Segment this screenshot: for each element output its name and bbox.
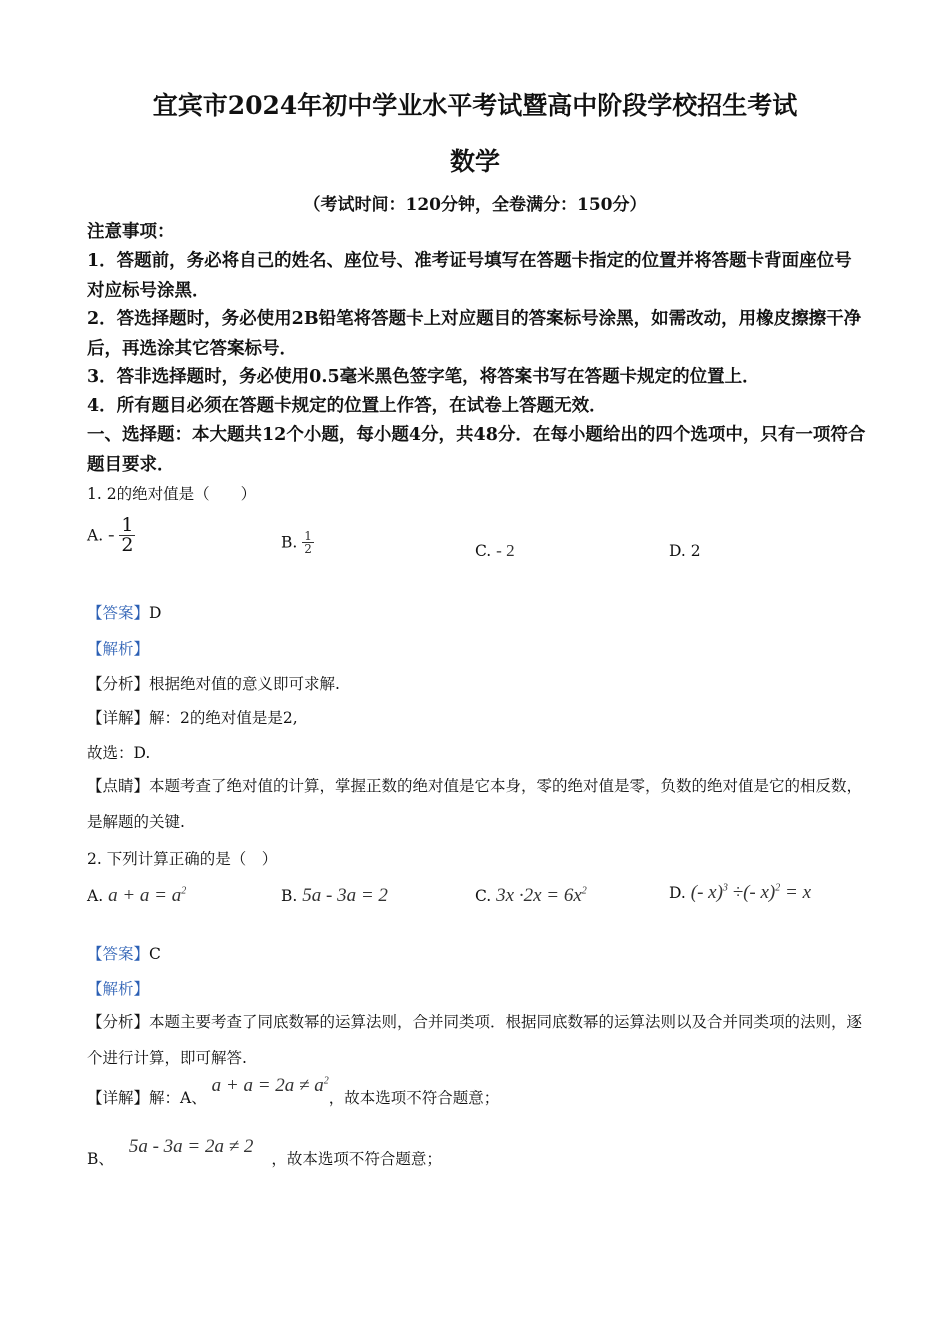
- q1-option-a-sign: -: [108, 524, 115, 546]
- q2-xiangjie-prefix: 解：A、: [149, 1089, 207, 1107]
- notes-item-2: 2．答选择题时，务必使用2B铅笔将答题卡上对应题目的答案标号涂黑，如需改动，用橡皮擦擦干净后，再选涂其它答案标号．: [87, 309, 862, 359]
- q2-option-a-math: [108, 885, 186, 906]
- q2-option-c-exponent: 2: [581, 885, 587, 897]
- q1-option-a-denominator: 2: [121, 534, 134, 556]
- q1-fenxi-text: 根据绝对值的意义即可求解.: [149, 675, 340, 693]
- q1-option-a-label: A.: [87, 526, 104, 545]
- exam-title: 宜宾市2024年初中学业水平考试暨高中阶段学校招生考试: [152, 91, 798, 120]
- q2-xiangjie-a-exponent: 2: [323, 1075, 329, 1087]
- q2-option-c-label: C.: [475, 887, 492, 905]
- q1-analysis-tag: 【解析】: [87, 640, 150, 658]
- q1-option-a-fraction: [119, 516, 135, 555]
- q2-option-d-math: [691, 882, 811, 903]
- q2-option-b-label: B.: [281, 887, 298, 905]
- q2-fenxi-text: 本题主要考查了同底数幂的运算法则，合并同类项．根据同底数幂的运算法则以及合并同类项的法则，逐个进行计算，即可解答.: [87, 1013, 863, 1067]
- q1-dianjing-text: 本题考查了绝对值的计算，掌握正数的绝对值是它本身，零的绝对值是零，负数的绝对值是它的相反数，是解题的关键.: [87, 777, 863, 831]
- q1-option-b-numerator: 1: [304, 529, 312, 543]
- notes-item-4: 4．所有题目必须在答题卡规定的位置上作答，在试卷上答题无效．: [87, 396, 607, 416]
- q1-xiangjie-tag: 【详解】: [87, 709, 150, 727]
- q1-option-b-fraction: [302, 530, 314, 555]
- q1-option-c-math: - 2: [496, 541, 515, 560]
- q1-option-c-label: C.: [475, 542, 492, 560]
- q2-option-d-exponent-1: 3: [722, 882, 728, 894]
- q2-fenxi-tag: 【分析】: [87, 1013, 150, 1031]
- q2-fenxi: [87, 1004, 867, 1076]
- q2-option-a-expr: a + a = a: [108, 885, 182, 906]
- q1-option-b-denominator: 2: [304, 542, 312, 556]
- q1-answer-tag: 【答案】: [87, 604, 150, 622]
- q2-option-d: [669, 882, 811, 904]
- q2-analysis-tag: 【解析】: [87, 980, 150, 998]
- q2-option-d-part-2: ÷(- x): [727, 882, 776, 903]
- q2-xiangjie-a-suffix: ，故本选项不符合题意；: [328, 1089, 500, 1107]
- notes-heading: 注意事项：: [87, 222, 175, 242]
- q2-option-d-part-3: = x: [780, 882, 812, 903]
- q2-option-b: [281, 885, 388, 907]
- q1-option-b: [281, 530, 314, 555]
- q2-xiangjie-a-expr: a + a = 2a ≠ a: [211, 1075, 324, 1096]
- q2-option-c-math: [496, 885, 587, 906]
- q2-answer: [87, 942, 161, 964]
- subject-title: 数学: [449, 147, 500, 176]
- q2-xiangjie-a-math: [212, 1075, 329, 1096]
- q2-option-b-math: 5a - 3a = 2: [302, 885, 388, 906]
- q2-xiangjie-b-prefix: B、: [87, 1150, 114, 1168]
- q1-guxuan: 故选：D.: [87, 744, 151, 762]
- q2-option-d-label: D.: [669, 884, 686, 902]
- exam-info: （考试时间：120分钟，全卷满分：150分）: [303, 195, 647, 215]
- q2-stem: 2. 下列计算正确的是（ ）: [87, 850, 278, 868]
- q1-answer: [87, 601, 161, 623]
- q2-option-c: [475, 885, 587, 907]
- q1-option-a: [87, 516, 135, 555]
- q2-xiangjie-b-math: 5a - 3a = 2a ≠ 2: [128, 1136, 254, 1157]
- notes-item-1: 1．答题前，务必将自己的姓名、座位号、准考证号填写在答题卡指定的位置并将答题卡背面座位号对应标号涂黑．: [87, 251, 852, 301]
- q1-dianjing: [87, 768, 867, 840]
- q1-xiangjie: [87, 706, 298, 728]
- q2-option-a-label: A.: [87, 887, 104, 905]
- q1-option-b-label: B.: [281, 533, 298, 552]
- q2-option-d-part-1: (- x): [690, 882, 723, 903]
- q1-answer-value: D: [149, 604, 162, 622]
- q2-xiangjie-tag: 【详解】: [87, 1089, 150, 1107]
- q1-fenxi: [87, 672, 340, 694]
- q1-dianjing-tag: 【点睛】: [87, 777, 150, 795]
- q1-fenxi-tag: 【分析】: [87, 675, 150, 693]
- q2-option-d-exponent-2: 2: [775, 882, 781, 894]
- q1-option-c: [475, 541, 515, 561]
- q2-answer-tag: 【答案】: [87, 945, 150, 963]
- q2-option-a-exponent: 2: [181, 885, 187, 897]
- q2-xiangjie-b: [87, 1136, 442, 1170]
- q1-xiangjie-text: 解：2的绝对值是是2,: [149, 709, 298, 727]
- q1-stem: 1. 2的绝对值是（ ）: [87, 485, 257, 503]
- section-heading: 一、选择题：本大题共12个小题，每小题4分，共48分．在每小题给出的四个选项中，只有一项符合题目要求．: [87, 425, 866, 475]
- q2-answer-value: C: [149, 945, 161, 963]
- q2-option-a: [87, 885, 186, 907]
- notes-item-3: 3．答非选择题时，务必使用0.5毫米黑色签字笔，将答案书写在答题卡规定的位置上．: [87, 367, 760, 387]
- q2-option-c-expr: 3x ·2x = 6x: [496, 885, 582, 906]
- q2-xiangjie-b-suffix: ，故本选项不符合题意；: [271, 1150, 442, 1168]
- q1-option-a-numerator: 1: [121, 514, 134, 536]
- q1-option-d: D. 2: [669, 542, 701, 560]
